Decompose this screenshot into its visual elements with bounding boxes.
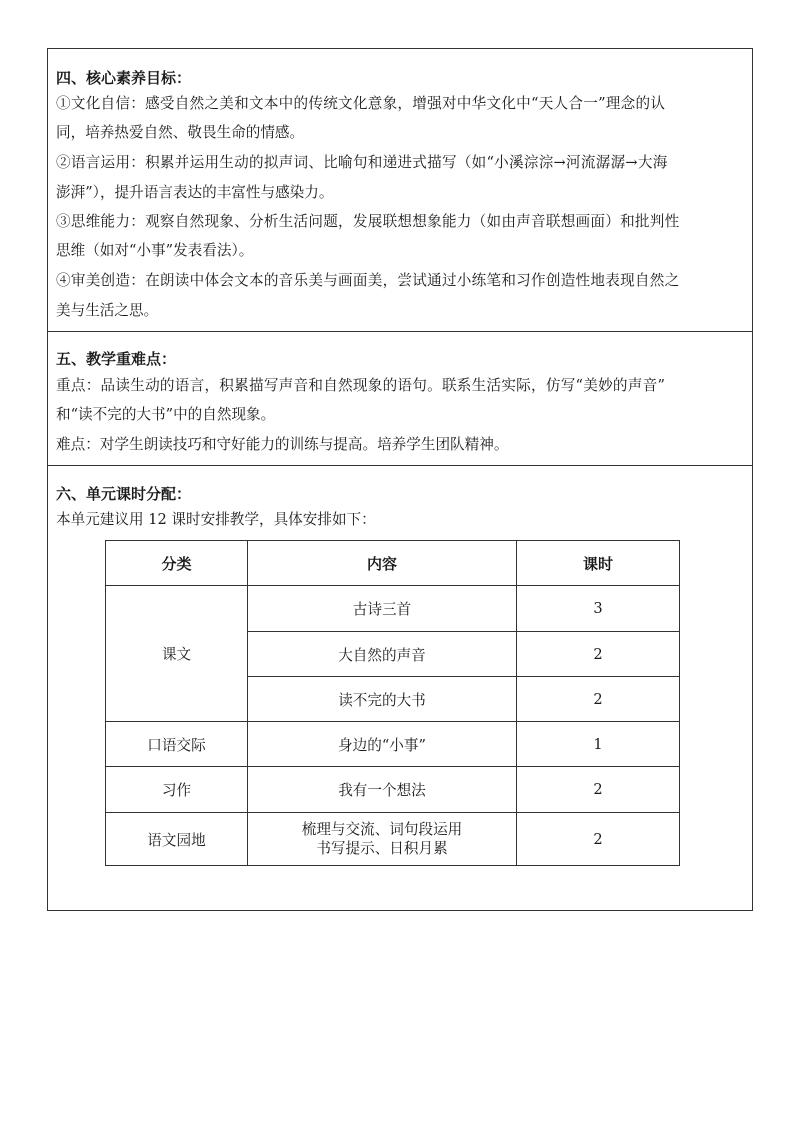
content-line: 书写提示、日积月累 [316,840,448,857]
section4-line-3: ②语言运用：积累并运用生动的拟声词、比喻句和递进式描写（如“小溪淙淙→河流潺潺→大海 [56,154,668,171]
hours-cell: 3 [517,586,680,632]
hours-cell: 2 [517,677,680,722]
content-cell: 古诗三首 [248,586,517,632]
section4-line-2: 同，培养热爱自然、敬畏生命的情感。 [56,124,305,141]
section5-heading: 五、教学重难点： [56,350,177,368]
section4-line-5: ③思维能力：观察自然现象、分析生活问题，发展联想想象能力（如由声音联想画面）和批判性 [56,213,680,230]
header-category: 分类 [106,541,248,586]
lesson-plan-table [105,540,680,866]
section4-line-4: 澎湃”），提升语言表达的丰富性与感染力。 [56,184,334,201]
section4-line-6: 思维（如对“小事”发表看法）。 [56,242,254,259]
section6-heading: 六、单元课时分配： [56,485,192,503]
content-cell: 大自然的声音 [248,632,517,677]
header-content: 内容 [248,541,517,586]
category-kewen: 课文 [106,586,248,722]
category-cell: 语文园地 [106,813,248,866]
section6-intro: 本单元建议用 12 课时安排教学，具体安排如下： [56,511,376,528]
section5-line-2: 和“读不完的大书”中的自然现象。 [56,406,276,423]
section4-line-8: 美与生活之思。 [56,302,159,319]
category-cell: 口语交际 [106,722,248,767]
section4-line-1: ①文化自信：感受自然之美和文本中的传统文化意象，增强对中华文化中“天人合一”理念的认 [56,95,666,112]
hours-cell: 1 [517,722,680,767]
table-row [106,813,680,866]
table-row [106,722,680,767]
content-cell: 读不完的大书 [248,677,517,722]
table-header-row [106,541,680,586]
category-cell: 习作 [106,767,248,813]
content-cell: 身边的“小事” [248,722,517,767]
section-divider [48,465,752,466]
hours-cell: 2 [517,632,680,677]
section5-line-3: 难点：对学生朗读技巧和守好能力的训练与提高。培养学生团队精神。 [56,436,509,453]
header-hours: 课时 [517,541,680,586]
document-frame [47,48,753,911]
section4-heading: 四、核心素养目标： [56,69,192,87]
hours-cell: 2 [517,813,680,866]
table-row [106,586,680,632]
hours-cell: 2 [517,767,680,813]
content-line: 梳理与交流、词句段运用 [301,821,463,838]
section-divider [48,331,752,332]
section5-line-1: 重点：品读生动的语言，积累描写声音和自然现象的语句。联系生活实际，仿写“美妙的声音” [56,377,666,394]
section4-line-7: ④审美创造：在朗读中体会文本的音乐美与画面美，尝试通过小练笔和习作创造性地表现自然之 [56,272,680,289]
content-cell: 我有一个想法 [248,767,517,813]
table-row [106,767,680,813]
content-cell-multiline [248,813,517,866]
